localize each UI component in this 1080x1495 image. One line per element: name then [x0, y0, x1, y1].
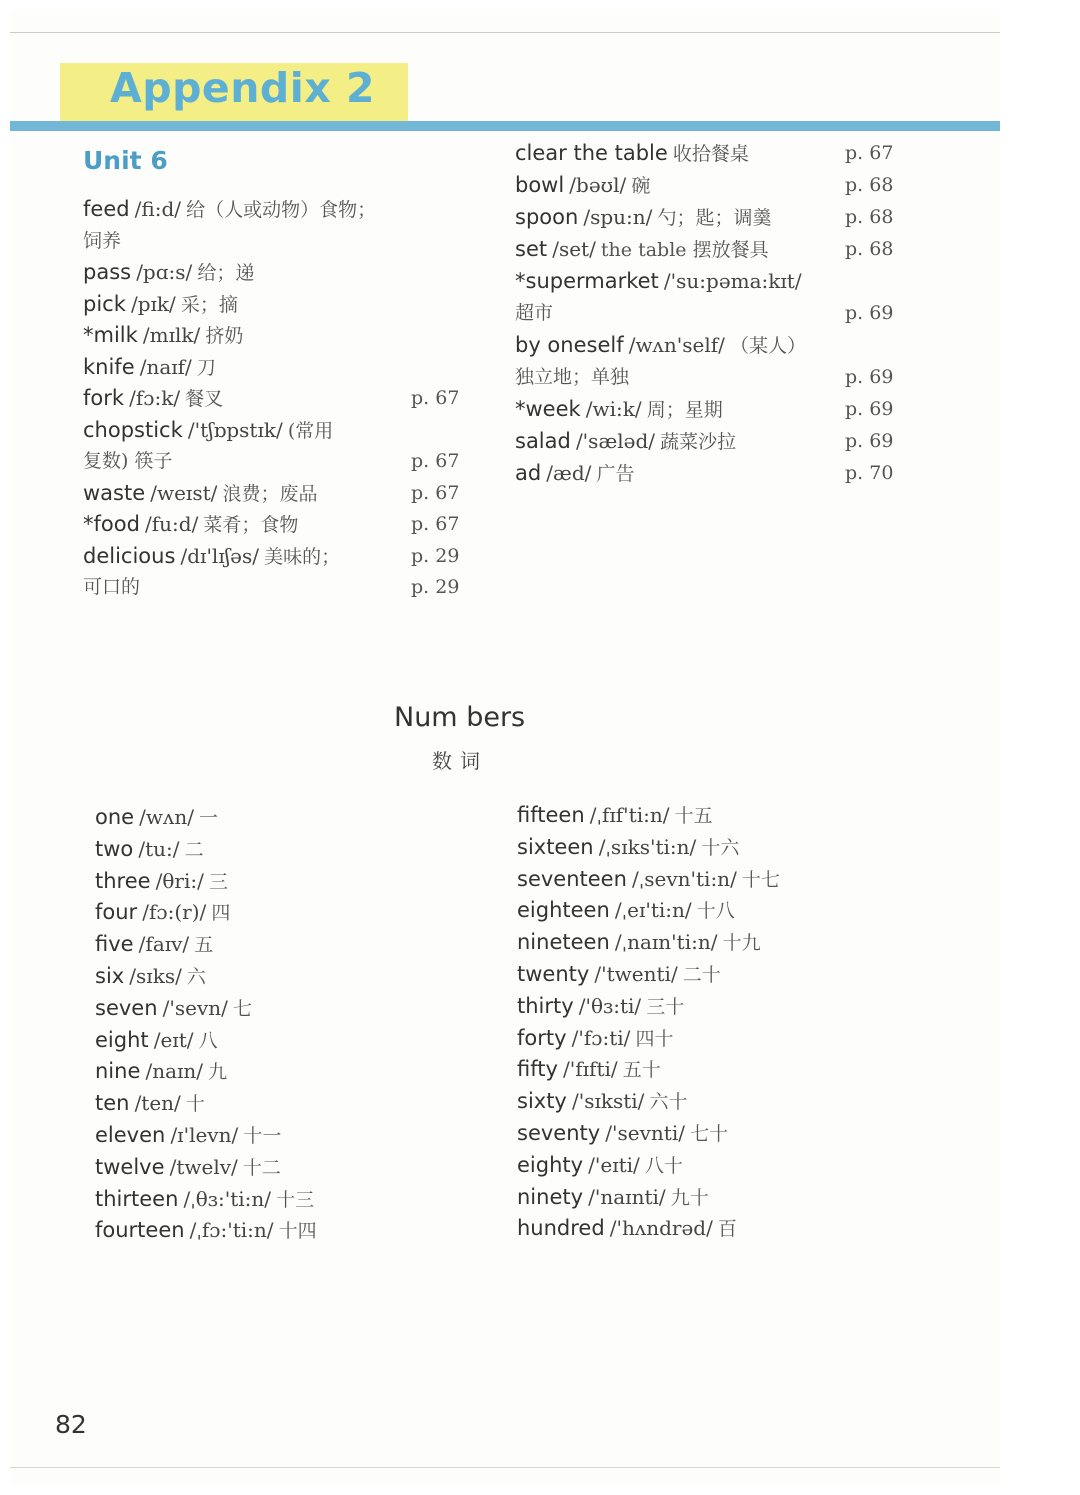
entry-word: *week — [515, 397, 581, 421]
page-ref: p. 69 — [845, 302, 894, 324]
vocab-entry — [517, 895, 735, 925]
entry-word: five — [95, 932, 134, 957]
entry-word: *food — [83, 512, 140, 536]
entry-meaning: 二十 — [682, 964, 721, 986]
entry-phonetic: /pɪk/ — [130, 291, 176, 316]
entry-phonetic: /'sæləd/ — [575, 429, 656, 453]
entry-meaning: 挤奶 — [205, 325, 244, 347]
entry-word: two — [95, 836, 134, 861]
vocab-entry — [95, 897, 230, 927]
entry-meaning: 给（人或动物）食物； — [186, 199, 377, 221]
vocab-entry — [517, 1150, 683, 1180]
entry-word: one — [95, 805, 135, 829]
entry-word: eleven — [95, 1123, 166, 1147]
entry-phonetic: /tu:/ — [138, 836, 180, 861]
entry-meaning: 碗 — [631, 175, 651, 197]
entry-word: fork — [83, 386, 125, 410]
entry-meaning: 刀 — [196, 356, 216, 379]
page-ref: p. 67 — [411, 513, 460, 535]
entry-meaning: 九十 — [670, 1186, 709, 1209]
entry-meaning: 十 — [185, 1093, 205, 1116]
vocab-entry — [83, 352, 216, 382]
bottom-rule — [10, 1467, 1000, 1468]
entry-word: forty — [517, 1025, 567, 1050]
entry-word: bowl — [515, 173, 565, 197]
page-title: Appendix 2 — [110, 64, 376, 112]
entry-word: salad — [515, 429, 571, 453]
entry-phonetic: /naɪf/ — [139, 354, 192, 379]
entry-phonetic: /eɪt/ — [153, 1027, 194, 1052]
vocab-entry — [83, 541, 340, 571]
entry-word: three — [95, 868, 151, 893]
entry-phonetic: /ˌnaɪn'ti:n/ — [614, 930, 718, 955]
entry-word: six — [95, 964, 125, 988]
page-ref: p. 67 — [411, 450, 460, 472]
entry-meaning: 蔬菜沙拉 — [660, 431, 737, 453]
entry-meaning: 四十 — [635, 1027, 674, 1050]
entry-meaning: 五十 — [622, 1059, 661, 1082]
entry-word: *milk — [83, 323, 138, 347]
entry-meaning: 百 — [717, 1218, 737, 1241]
vocab-entry — [517, 959, 721, 989]
entry-meaning: 美味的； — [264, 545, 341, 568]
entry-word: hundred — [517, 1216, 605, 1241]
vocab-entry — [517, 991, 684, 1021]
entry-word: twenty — [517, 962, 590, 986]
numbers-title: Num bers — [394, 702, 526, 733]
entry-word: ninety — [517, 1184, 584, 1209]
entry-phonetic: /ˌsevn'ti:n/ — [632, 866, 737, 891]
vocab-entry — [517, 864, 780, 894]
entry-phonetic: /sɪks/ — [129, 964, 182, 988]
entry-word: seven — [95, 995, 158, 1020]
vocab-entry — [95, 1215, 317, 1245]
entry-phonetic: /set/ — [552, 237, 596, 261]
vocab-entry — [83, 572, 140, 602]
entry-meaning: 超市 — [515, 302, 554, 324]
vocab-entry — [515, 170, 650, 200]
entry-phonetic: /θri:/ — [155, 868, 204, 893]
page-ref: p. 69 — [845, 366, 894, 388]
page-ref: p. 67 — [411, 481, 460, 504]
entry-meaning: 复数) 筷子 — [83, 450, 173, 472]
vocab-entry — [95, 1120, 281, 1150]
entry-meaning: 菜肴；食物 — [203, 514, 299, 536]
vocab-entry — [83, 320, 243, 350]
page-ref: p. 68 — [845, 174, 894, 196]
entry-phonetic: /fɔ:k/ — [129, 386, 181, 410]
entry-meaning: 三 — [208, 870, 228, 893]
vocab-entry — [83, 446, 172, 476]
vocab-entry — [515, 458, 634, 488]
vocab-entry — [515, 426, 736, 456]
entry-phonetic: /fu:d/ — [145, 512, 199, 536]
entry-word: ten — [95, 1091, 130, 1116]
vocab-entry — [95, 1025, 218, 1055]
vocab-entry — [517, 1054, 661, 1084]
entry-word: fifteen — [517, 803, 585, 827]
entry-word: eighteen — [517, 898, 610, 923]
entry-meaning: 餐叉 — [185, 388, 224, 410]
entry-word: fourteen — [95, 1218, 185, 1243]
entry-word: four — [95, 900, 138, 925]
vocab-entry — [95, 1184, 314, 1214]
vocab-entry — [83, 226, 121, 256]
vocab-entry — [83, 383, 223, 413]
entry-meaning: 三十 — [646, 995, 685, 1018]
entry-meaning: 十四 — [278, 1220, 317, 1243]
entry-phonetic: /'fɔ:ti/ — [571, 1025, 631, 1050]
entry-word: *supermarket — [515, 269, 659, 293]
entry-word: eight — [95, 1027, 149, 1052]
entry-word: set — [515, 237, 548, 261]
vocab-entry — [83, 289, 238, 319]
vocab-entry — [517, 832, 739, 862]
entry-phonetic: /ˌeɪ'ti:n/ — [614, 898, 692, 923]
vocab-entry — [83, 257, 254, 287]
entry-meaning: the table 摆放餐具 — [600, 239, 769, 261]
entry-meaning: （某人） — [729, 335, 806, 357]
entry-meaning: 八十 — [644, 1154, 683, 1177]
header-bar — [10, 121, 1000, 131]
entry-meaning: 采；摘 — [180, 293, 238, 316]
entry-phonetic: /'eɪti/ — [588, 1152, 640, 1177]
entry-meaning: 十八 — [696, 900, 735, 923]
entry-phonetic: /'θɜ:ti/ — [578, 993, 642, 1018]
entry-meaning: 六 — [186, 966, 206, 988]
vocab-entry — [95, 1088, 205, 1118]
entry-word: knife — [83, 354, 135, 379]
entry-meaning: 十九 — [722, 932, 761, 955]
entry-word: pick — [83, 291, 126, 316]
vocab-entry — [95, 993, 252, 1023]
entry-phonetic: /'hʌndrəd/ — [609, 1216, 713, 1241]
entry-meaning: 十五 — [674, 805, 713, 827]
entry-phonetic: /dɪ'lɪʃəs/ — [180, 543, 259, 568]
entry-phonetic: /'sɪksti/ — [571, 1089, 645, 1114]
page-number: 82 — [55, 1410, 87, 1439]
entry-meaning: 饲养 — [83, 229, 122, 252]
page-ref: p. 29 — [411, 576, 460, 598]
vocab-entry — [83, 194, 376, 224]
entry-word: thirteen — [95, 1186, 179, 1211]
page-ref: p. 67 — [845, 142, 894, 164]
vocab-entry — [95, 802, 218, 832]
entry-word: seventeen — [517, 866, 627, 891]
entry-meaning: (常用 — [287, 419, 334, 442]
vocab-entry — [83, 478, 317, 508]
vocab-entry — [515, 234, 769, 264]
entry-phonetic: /mɪlk/ — [142, 323, 201, 347]
entry-phonetic: /fɔ:(r)/ — [142, 900, 207, 925]
entry-meaning: 十三 — [276, 1188, 315, 1211]
page-ref: p. 29 — [411, 544, 460, 567]
entry-meaning: 浪费；废品 — [222, 482, 318, 505]
entry-word: eighty — [517, 1152, 584, 1177]
page-ref: p. 69 — [845, 398, 894, 420]
vocab-entry — [515, 330, 806, 360]
entry-phonetic: /spu:n/ — [583, 205, 653, 229]
vocab-entry — [83, 509, 298, 539]
entry-word: by oneself — [515, 333, 624, 357]
entry-meaning: 十六 — [701, 836, 740, 859]
vocab-entry — [515, 298, 553, 328]
vocab-entry — [515, 266, 802, 296]
entry-phonetic: /naɪn/ — [145, 1059, 204, 1084]
vocab-entry — [515, 202, 772, 232]
entry-phonetic: /ˌfɔ:'ti:n/ — [189, 1218, 274, 1243]
entry-word: spoon — [515, 205, 579, 229]
entry-meaning: 八 — [198, 1029, 218, 1052]
entry-word: thirty — [517, 993, 574, 1018]
entry-phonetic: /'sevnti/ — [605, 1121, 685, 1145]
entry-phonetic: /weɪst/ — [150, 480, 218, 505]
entry-word: waste — [83, 480, 146, 505]
entry-phonetic: /'tʃɒpstɪk/ — [187, 417, 283, 442]
entry-meaning: 勺；匙；调羹 — [657, 207, 772, 229]
entry-phonetic: /ten/ — [134, 1091, 181, 1116]
entry-word: fifty — [517, 1057, 558, 1082]
vocab-entry — [517, 927, 761, 957]
vocab-entry — [95, 929, 213, 959]
entry-word: sixteen — [517, 834, 594, 859]
entry-meaning: 可口的 — [83, 576, 141, 598]
entry-meaning: 七 — [232, 997, 252, 1020]
entry-phonetic: /'su:pəma:kɪt/ — [663, 269, 802, 293]
vocab-entry — [515, 394, 723, 424]
entry-phonetic: /ˌθɜ:'ti:n/ — [183, 1186, 271, 1211]
vocab-entry — [517, 800, 713, 830]
vocab-entry — [95, 961, 206, 991]
entry-meaning: 广告 — [596, 463, 635, 485]
entry-phonetic: /ˌsɪks'ti:n/ — [598, 834, 697, 859]
entry-phonetic: /'naɪnti/ — [588, 1184, 666, 1209]
vocab-entry — [515, 362, 629, 392]
entry-phonetic: /wi:k/ — [585, 397, 642, 421]
entry-meaning: 五 — [194, 934, 214, 957]
entry-phonetic: /'fɪfti/ — [563, 1057, 618, 1082]
entry-meaning: 一 — [199, 807, 219, 829]
entry-phonetic: /æd/ — [546, 461, 592, 485]
entry-meaning: 七十 — [690, 1123, 729, 1145]
entry-meaning: 独立地；单独 — [515, 366, 630, 388]
entry-word: feed — [83, 197, 130, 221]
page-ref: p. 69 — [845, 430, 894, 452]
entry-word: seventy — [517, 1121, 601, 1145]
entry-phonetic: /bəʊl/ — [569, 173, 627, 197]
entry-phonetic: /wʌn'self/ — [628, 333, 725, 357]
entry-phonetic: /wʌn/ — [139, 805, 194, 829]
entry-word: twelve — [95, 1154, 165, 1179]
entry-meaning: 周；星期 — [646, 399, 723, 421]
entry-word: nineteen — [517, 930, 610, 955]
vocab-entry — [83, 415, 333, 445]
entry-meaning: 十二 — [242, 1156, 281, 1179]
entry-word: delicious — [83, 543, 176, 568]
entry-meaning: 四 — [211, 902, 231, 925]
entry-meaning: 六十 — [649, 1091, 688, 1114]
vocab-entry — [95, 866, 228, 896]
page-ref: p. 68 — [845, 238, 894, 260]
entry-phonetic: /fi:d/ — [134, 197, 182, 221]
unit-heading: Unit 6 — [83, 146, 168, 175]
vocab-entry — [517, 1213, 737, 1243]
entry-word: ad — [515, 461, 542, 485]
entry-phonetic: /'sevn/ — [162, 995, 228, 1020]
entry-phonetic: /faɪv/ — [138, 932, 190, 957]
entry-meaning: 收拾餐桌 — [672, 143, 749, 165]
entry-meaning: 给；递 — [197, 262, 255, 284]
entry-word: chopstick — [83, 417, 183, 442]
entry-meaning: 二 — [184, 838, 204, 861]
vocab-entry — [517, 1086, 688, 1116]
entry-phonetic: /pɑ:s/ — [136, 260, 193, 284]
vocab-entry — [95, 1152, 281, 1182]
page-ref: p. 68 — [845, 206, 894, 228]
page-ref: p. 70 — [845, 462, 894, 484]
vocab-entry — [517, 1023, 674, 1053]
numbers-subtitle: 数词 — [432, 749, 488, 773]
vocab-entry — [515, 138, 749, 168]
entry-phonetic: /'twenti/ — [594, 962, 678, 986]
vocab-entry — [517, 1118, 728, 1148]
entry-phonetic: /twelv/ — [169, 1154, 238, 1179]
vocab-entry — [95, 1056, 227, 1086]
vocab-entry — [517, 1182, 709, 1212]
entry-word: pass — [83, 260, 132, 284]
entry-meaning: 十七 — [741, 868, 780, 891]
entry-phonetic: /ˌfɪf'ti:n/ — [589, 803, 670, 827]
top-rule — [10, 32, 1000, 33]
vocab-entry — [95, 834, 204, 864]
entry-word: nine — [95, 1059, 141, 1084]
entry-meaning: 十一 — [243, 1125, 282, 1147]
entry-word: sixty — [517, 1089, 567, 1114]
entry-meaning: 九 — [208, 1061, 228, 1084]
entry-word: clear the table — [515, 141, 668, 165]
entry-phonetic: /ɪ'levn/ — [170, 1123, 239, 1147]
page-ref: p. 67 — [411, 387, 460, 409]
